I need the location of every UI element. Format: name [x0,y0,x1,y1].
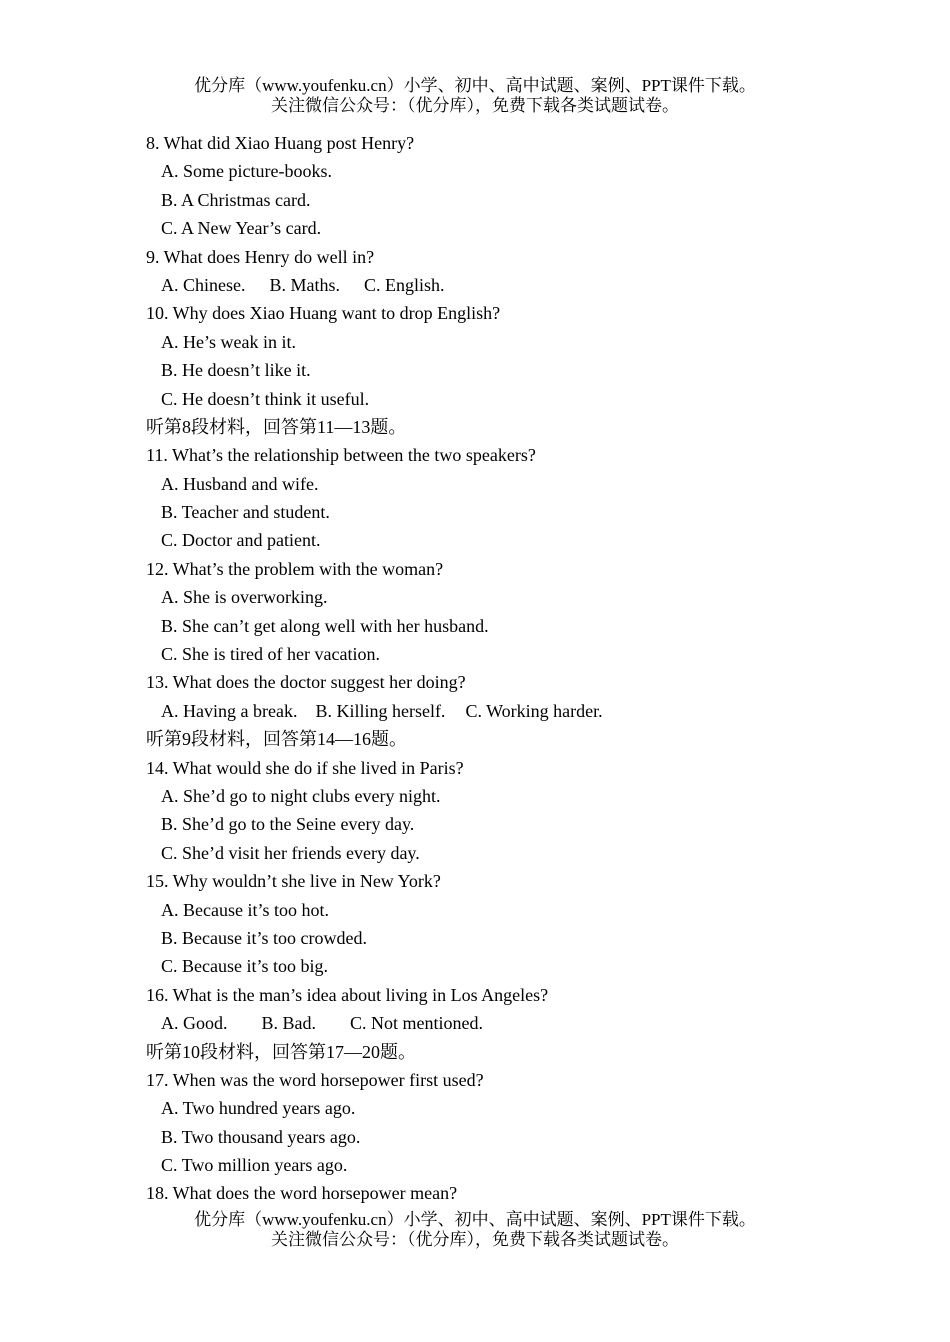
option-11c: C. Doctor and patient. [161,530,321,551]
question-16: 16. What is the man’s idea about living in Los Angeles? [146,984,549,1005]
question-18: 18. What does the word horsepower mean? [146,1183,458,1204]
question-10: 10. Why does Xiao Huang want to drop English? [146,303,501,324]
option-9b: B. Maths. [269,274,341,295]
option-10c: C. He doesn’t think it useful. [161,388,370,409]
options-13 [146,697,866,725]
option-15b: B. Because it’s too crowded. [161,927,367,948]
option-15c: C. Because it’s too big. [161,956,328,977]
question-13: 13. What does the doctor suggest her doing? [146,672,466,693]
question-15: 15. Why wouldn’t she live in New York? [146,871,441,892]
option-9a: A. Chinese. [161,274,246,295]
option-16a: A. Good. [161,1013,228,1034]
option-12a: A. She is overworking. [161,587,328,608]
question-9: 9. What does Henry do well in? [146,246,375,267]
option-13b: B. Killing herself. [315,700,446,721]
option-14a: A. She’d go to night clubs every night. [161,785,441,806]
section-9-instruction: 听第9段材料，回答第14—16题。 [146,729,407,750]
page-footer [0,1210,950,1250]
question-11: 11. What’s the relationship between the two speakers? [146,445,536,466]
options-9 [146,271,866,299]
page-header [0,76,950,116]
option-16b: B. Bad. [261,1013,317,1034]
option-9c: C. English. [364,274,445,295]
option-14c: C. She’d visit her friends every day. [161,842,420,863]
question-list [146,129,866,1208]
option-17a: A. Two hundred years ago. [161,1098,356,1119]
question-17: 17. When was the word horsepower first used? [146,1069,484,1090]
option-8b: B. A Christmas card. [161,189,311,210]
option-11b: B. Teacher and student. [161,502,330,523]
section-10-instruction: 听第10段材料，回答第17—20题。 [146,1041,416,1062]
header-line-2: 关注微信公众号：（优分库），免费下载各类试题试卷。 [271,96,679,115]
option-10b: B. He doesn’t like it. [161,360,311,381]
footer-line-2: 关注微信公众号：（优分库），免费下载各类试题试卷。 [271,1230,679,1249]
section-8-instruction: 听第8段材料，回答第11—13题。 [146,416,407,437]
option-8a: A. Some picture-books. [161,161,332,182]
option-15a: A. Because it’s too hot. [161,899,329,920]
options-16 [146,1009,866,1037]
option-14b: B. She’d go to the Seine every day. [161,814,415,835]
question-12: 12. What’s the problem with the woman? [146,558,444,579]
question-14: 14. What would she do if she lived in Paris? [146,757,464,778]
header-line-1: 优分库（www.youfenku.cn）小学、初中、高中试题、案例、PPT课件下载。 [194,76,756,95]
option-17c: C. Two million years ago. [161,1155,348,1176]
footer-line-1: 优分库（www.youfenku.cn）小学、初中、高中试题、案例、PPT课件下载。 [194,1210,756,1229]
option-12c: C. She is tired of her vacation. [161,644,380,665]
option-11a: A. Husband and wife. [161,473,319,494]
question-8: 8. What did Xiao Huang post Henry? [146,133,415,153]
option-12b: B. She can’t get along well with her husband. [161,615,489,636]
option-17b: B. Two thousand years ago. [161,1126,361,1147]
option-10a: A. He’s weak in it. [161,331,296,352]
option-13a: A. Having a break. [161,700,298,721]
option-8c: C. A New Year’s card. [161,218,322,239]
option-13c: C. Working harder. [465,700,603,721]
option-16c: C. Not mentioned. [350,1013,484,1034]
